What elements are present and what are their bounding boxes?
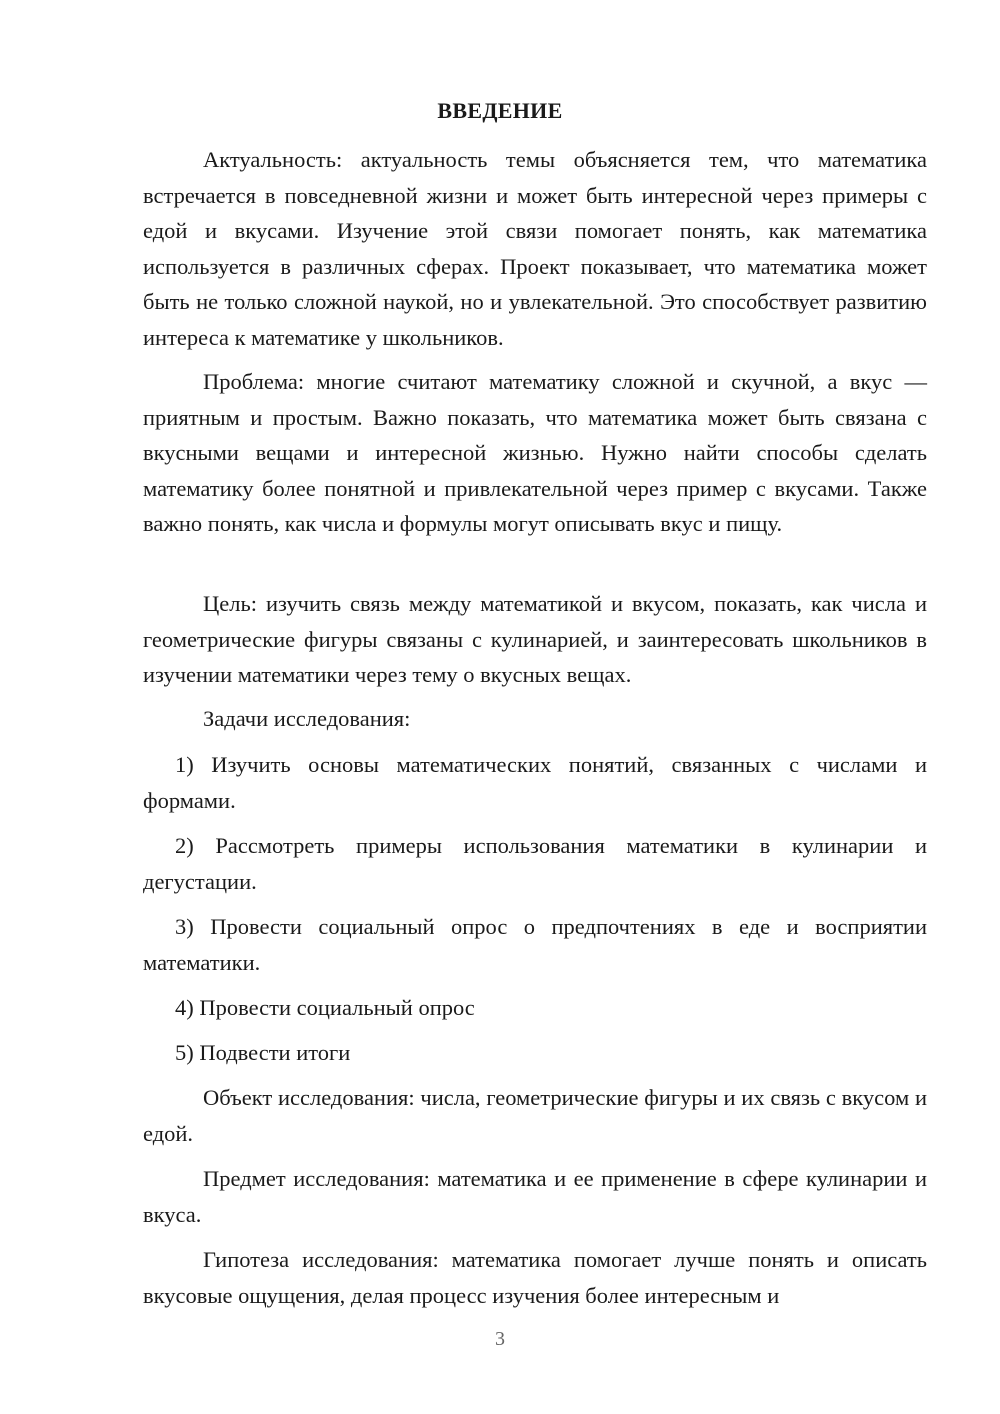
page-number: 3	[495, 1328, 505, 1350]
paragraph-actuality: Актуальность: актуальность темы объясняется тем, что математика встречается в повседневной жизни и может быть интересной через примеры с едой и вкусами. Изучение этой связи помогает понять, как математика используется в различных сферах. Проект показывает, что математика может быть не только сложной наукой, но и увлекательной. Это способствует развитию интереса к математике у школьников.	[143, 147, 927, 350]
paragraph-object: Объект исследования: числа, геометрические фигуры и их связь с вкусом и едой.	[143, 1085, 927, 1146]
tasks-heading: Задачи исследования:	[203, 706, 411, 731]
paragraph-subject: Предмет исследования: математика и ее применение в сфере кулинарии и вкуса.	[143, 1166, 927, 1227]
paragraph-goal: Цель: изучить связь между математикой и вкусом, показать, как числа и геометрические фигуры связаны с кулинарией, и заинтересовать школьников в изучении математики через тему о вкусных вещах.	[143, 591, 927, 687]
task-item-4: 4) Провести социальный опрос	[175, 995, 475, 1020]
section-title: ВВЕДЕНИЕ	[437, 98, 563, 123]
task-item-2: 2) Рассмотреть примеры использования математики в кулинарии и дегустации.	[143, 833, 927, 894]
task-item-1: 1) Изучить основы математических понятий, связанных с числами и формами.	[143, 752, 927, 813]
paragraph-hypothesis: Гипотеза исследования: математика помогает лучше понять и описать вкусовые ощущения, делая процесс изучения более интересным и	[143, 1247, 927, 1308]
task-item-3: 3) Провести социальный опрос о предпочтениях в еде и восприятии математики.	[143, 914, 927, 975]
task-item-5: 5) Подвести итоги	[175, 1040, 351, 1065]
paragraph-problem: Проблема: многие считают математику сложной и скучной, а вкус — приятным и простым. Важно показать, что математика может быть связана с вкусными вещами и интересной жизнью. Нужно найти способы сделать математику более понятной и привлекательной через пример с вкусами. Также важно понять, как числа и формулы могут описывать вкус и пищу.	[143, 369, 927, 536]
